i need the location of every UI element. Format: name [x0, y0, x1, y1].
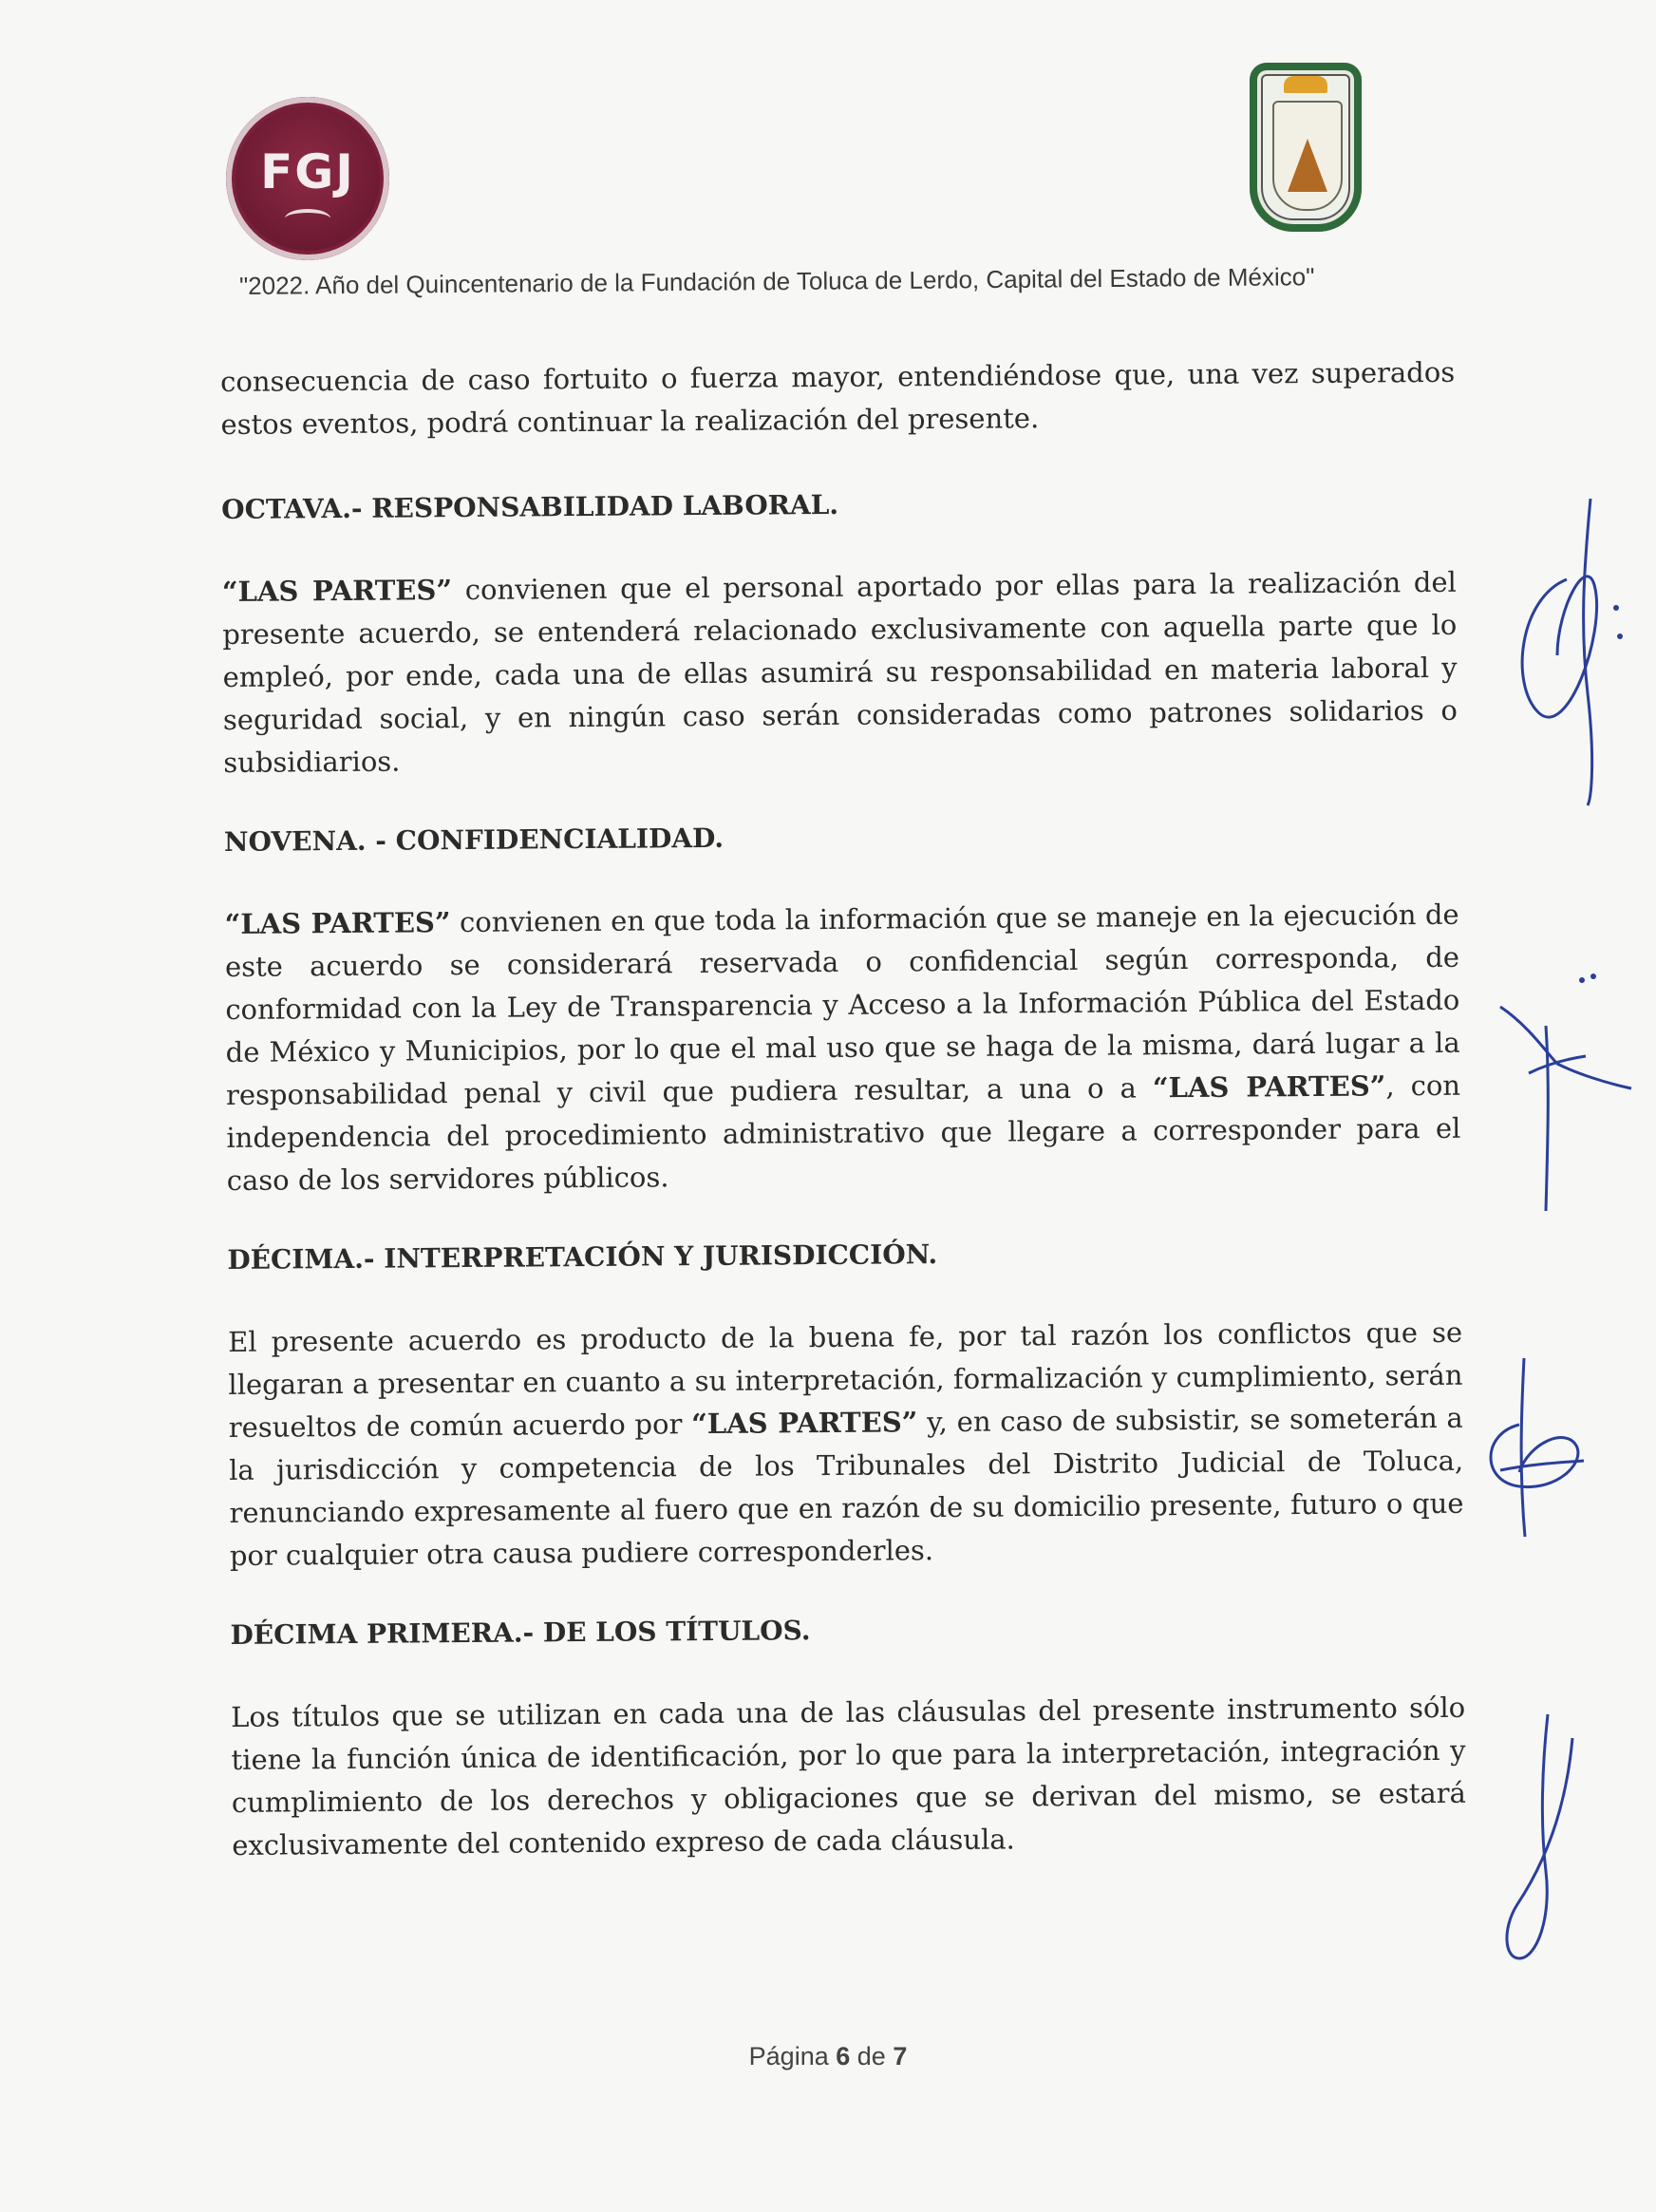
parties-term: “LAS PARTES”	[690, 1406, 918, 1441]
clause-heading-octava: OCTAVA.- RESPONSABILIDAD LABORAL.	[221, 488, 839, 525]
parties-term: “LAS PARTES”	[1152, 1069, 1386, 1105]
paragraph-text: convienen que el personal aportado por ellas para la realización del presente acuerdo, se entenderá relacionado exclusivamente con aquella parte que lo empleó, por ende, cada una de ellas asumirá su responsabilidad en materia laboral y seguridad social, y en ningún caso serán consideradas como patrones solidarios o subsidiarios.	[222, 565, 1458, 779]
clause-heading-decima-primera: DÉCIMA PRIMERA.- DE LOS TÍTULOS.	[230, 1615, 811, 1651]
page-number-current: 6	[836, 2042, 851, 2070]
fgj-logo	[226, 97, 389, 260]
paragraph-text: El presente acuerdo es producto de la buena fe, por tal razón los conflictos que se llegaran a presentar en cuanto a su interpretación, formalización y cumplimiento, serán resueltos de común acuerdo por	[227, 1315, 1463, 1444]
wing-icon	[285, 209, 330, 228]
page-number-prefix: Página	[748, 2042, 837, 2070]
signature-4	[1498, 1710, 1584, 1970]
page-number	[0, 2042, 1656, 2071]
paragraph-text: convienen en que toda la información que se maneje en la ejecución de este acuerdo se considerará reservada o confidencial según corresponda, de conformidad con la Ley de Transparencia y Acceso a la Información Pública del Estado de México y Municipios, por lo que el mal uso que se haga de la misma, dará lugar a la responsabilidad penal y civil que pudiera resultar, a una o a	[224, 898, 1460, 1111]
page-number-total: 7	[893, 2042, 908, 2070]
clause-heading-novena: NOVENA. - CONFIDENCIALIDAD.	[223, 822, 724, 858]
clause-heading-decima: DÉCIMA.- INTERPRETACIÓN Y JURISDICCIÓN.	[227, 1238, 938, 1276]
shield-icon	[1272, 101, 1343, 211]
page-number-middle: de	[850, 2042, 894, 2070]
signature-2	[1491, 969, 1633, 1219]
parties-term: “LAS PARTES”	[224, 906, 451, 940]
document-body	[220, 351, 1466, 1867]
mountain-icon	[1288, 139, 1327, 192]
paragraph-continuation: consecuencia de caso fortuito o fuerza mayor, entendiéndose que, una vez superados estos eventos, podrá continuar la realización del presente.	[220, 355, 1456, 441]
clause-paragraph-decima	[228, 1312, 1464, 1578]
paragraph-text: y, en caso de subsistir, se someterán a la jurisdicción y competencia de los Tribunales del Distrito Judicial de Toluca, renunciando expresamente al fuero que en razón de su domicilio presente, futuro o que por cualquier otra causa pudiere corresponderles.	[229, 1401, 1464, 1572]
signature-3	[1481, 1358, 1586, 1542]
parties-term: “LAS PARTES”	[221, 574, 453, 608]
header-motto: "2022. Año del Quincentenario de la Fundación de Toluca de Lerdo, Capital del Estado de México"	[238, 262, 1315, 300]
signature-1	[1500, 494, 1633, 811]
paragraph-text: , con independencia del procedimiento administrativo que llegare a corresponder para el caso de los servidores públicos.	[226, 1068, 1461, 1197]
clause-paragraph-decima-primera: Los títulos que se utilizan en cada una de las cláusulas del presente instrumento sólo tiene la función única de identificación, por lo que para la interpretación, integración y cumplimiento de los derechos y obligaciones que se derivan del mismo, se estará exclusivamente del contenido expreso de cada cláusula.	[231, 1691, 1467, 1862]
clause-paragraph-octava	[222, 561, 1458, 785]
clause-paragraph-novena	[224, 894, 1460, 1202]
fgj-logo-text: FGJ	[260, 144, 355, 199]
crown-icon	[1284, 76, 1327, 93]
municipal-coat-of-arms	[1250, 63, 1362, 232]
